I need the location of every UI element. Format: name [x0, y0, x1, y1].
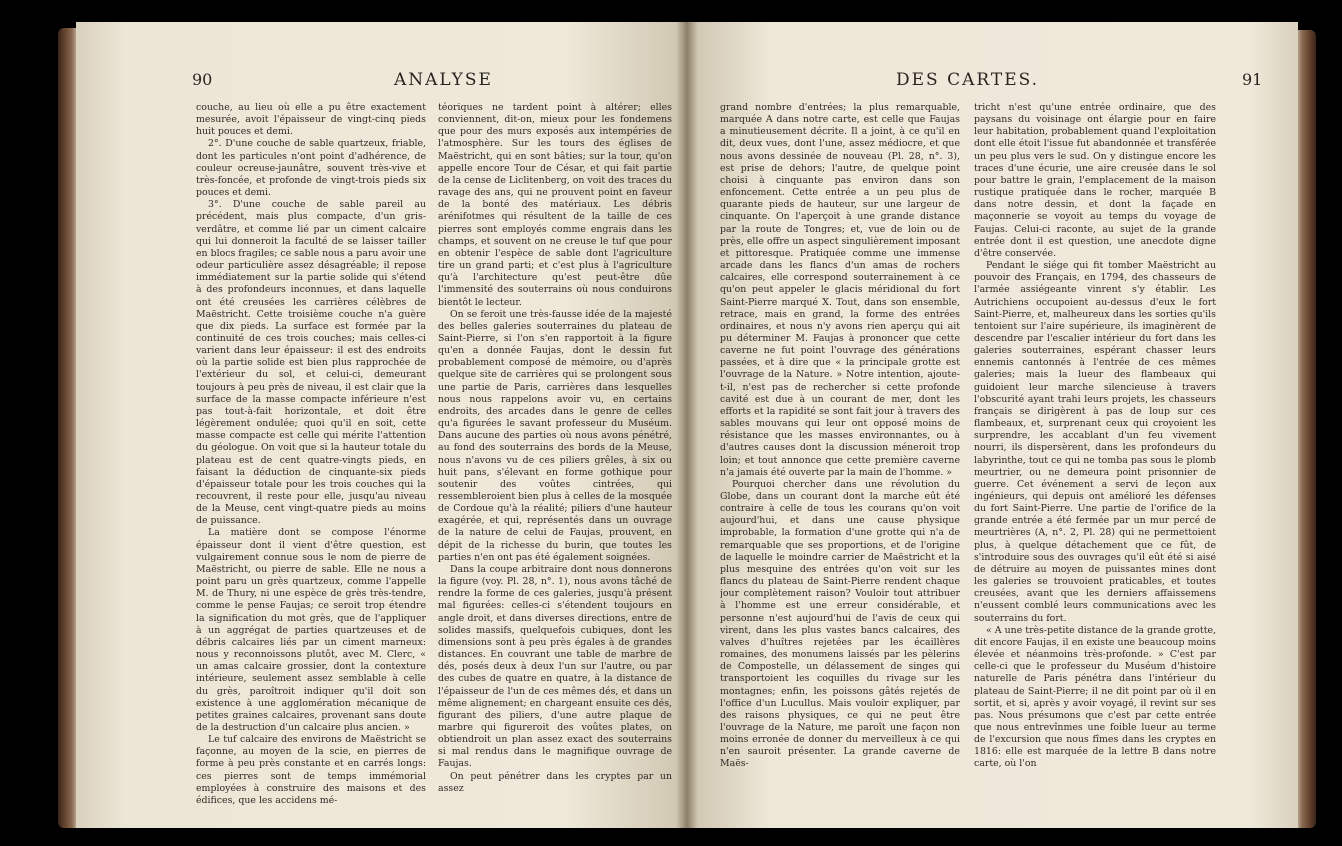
- paragraph: grand nombre d'entrées; la plus remarquable, marquée A dans notre carte, est celle que Faujas a minutieusement décrite. Il a joint, à ce qu'il en dit, deux vues, dont l'une, assez médiocre, et que nous avons dessinée de nouveau (Pl. 28, n°. 3), est prise de dehors; l'autre, de quelque point choisi à cinquante pas environ dans son enfoncement. Cette entrée a un peu plus de quarante pieds de hauteur, sur une largeur de cinquante. On l'aperçoit à une grande distance par la route de Tongres; et, vue de loin ou de près, elle offre un aspect singulièrement imposant et pittoresque. Pratiquée comme une immense arcade dans les flancs d'un amas de rochers calcaires, elle correspond souterrainement à ce qu'on peut appeler le glacis méridional du fort Saint-Pierre marqué X. Tout, dans son ensemble, retrace, mais en grand, la forme des entrées ordinaires, et nous n'y avons rien aperçu qui ait pu déterminer M. Faujas à prononcer que cette caverne ne fut point l'ouvrage des générations passées, et à dire que « la principale grotte est l'ouvrage de la Nature. » Notre intention, ajoute-t-il, n'est pas de rechercher si cette profonde cavité est due à un courant de mer, dont les efforts et la rapidité se sont fait jour à travers des sables mouvans qui leur ont opposé moins de résistance que les masses environnantes, ou à d'autres causes dont la discussion méneroit trop loin; et tout annonce que cette première caverne n'a jamais été ouverte par la main de l'homme. »: [720, 102, 960, 478]
- paragraph: On se feroit une très-fausse idée de la majesté des belles galeries souterraines du plateau de Saint-Pierre, si l'on s'en rapportoit à la figure qu'en a donnée Faujas, dont le dessin fut probablement composé de mémoire, ou d'après quelque site de carrières qui se prolongent sous une partie de Paris, carrières dans lesquelles nous nous rappelons avoir vu, en certains endroits, des arcades dans le genre de celles qu'a figurées le savant professeur du Muséum. Dans aucune des parties où nous avons pénétré, au fond des souterrains des bords de la Meuse, nous n'avons vu de ces piliers grêles, à six ou huit pans, s'élevant en forme gothique pour soutenir des voûtes cintrées, qui ressembleroient bien plus à celles de la mosquée de Cordoue qu'à la réalité; piliers d'une hauteur exagérée, et qui, représentés dans un ouvrage de la nature de celui de Faujas, prouvent, en dépit de la richesse du burin, que toutes les parties n'en ont pas été également soignées.: [438, 308, 672, 563]
- paragraph: La matière dont se compose l'énorme épaisseur dont il vient d'être question, est vulgairement connue sous le nom de pierre de Maëstricht, ou pierre de sable. Elle ne nous a point paru un grès quartzeux, comme l'appelle M. de Thury, ni une espèce de grès très-tendre, comme le pense Faujas; ce seroit trop étendre la signification du mot grès, que de l'appliquer à un aggrégat de parties quartzeuses et de débris calcaires liés par un ciment marneux: nous y reconnoissons plutôt, avec M. Clerc, « un amas calcaire grossier, dont la contexture intérieure, seulement assez semblable à celle du grès, paroîtroit indiquer qu'il doit son existence à une agglomération mécanique de petites graines calcaires, provenant sans doute de la destruction d'un calcaire plus ancien. »: [196, 527, 426, 733]
- book-edge-right: [1296, 30, 1316, 828]
- right-column-1: [720, 102, 960, 814]
- paragraph: Le tuf calcaire des environs de Maëstricht se façonne, au moyen de la scie, en pierres de forme à peu près constante et en carrés longs: ces pierres sont de temps immémorial employées à construire des maisons et des édifices, que les accidens mé-: [196, 734, 426, 806]
- paragraph: « A une très-petite distance de la grande grotte, dit encore Faujas, il en existe une beaucoup moins élevée et néanmoins très-profonde. » C'est par celle-ci que le professeur du Muséum d'histoire naturelle de Paris pénétra dans l'intérieur du plateau de Saint-Pierre; il ne dit point par où il en sortit, et si, après y avoir voyagé, il revint sur ses pas. Nous présumons que c'est par cette entrée que nous entrevînmes une foible lueur au terme de l'excursion que nous fîmes dans les cryptes en 1816: elle est marquée de la lettre B dans notre carte, où l'on: [974, 624, 1216, 770]
- left-column-2: [438, 102, 672, 814]
- paragraph: 3°. D'une couche de sable pareil au précédent, mais plus compacte, d'un gris-verdâtre, et comme lié par un ciment calcaire qui lui donneroit la faculté de se laisser tailler en blocs fragiles; ce sable nous a paru avoir une odeur particulière assez désagréable; il repose immédiatement sur la partie solide qui s'étend à des profondeurs inconnues, et dans laquelle ont été creusées les carrières célèbres de Maëstricht. Cette troisième couche n'a guère que dix pieds. La surface est formée par la continuité de ces trois couches; mais celles-ci varient dans leur épaisseur: il est des endroits où la partie solide est bien plus rapprochée de l'extérieur du sol, et celui-ci, demeurant toujours à peu près de niveau, il est clair que la surface de la masse compacte inférieure n'est pas tout-à-fait horizontale, et doit être légèrement ondulée; quoi qu'il en soit, cette masse compacte est celle qui mérite l'attention du géologue. On voit que si la hauteur totale du plateau est de cent quatre-vingts pieds, en faisant la déduction de cinquante-six pieds d'épaisseur totale pour les trois couches qui la recouvrent, il reste pour elle, jusqu'au niveau de la Meuse, cent vingt-quatre pieds au moins de puissance.: [196, 199, 426, 527]
- paragraph: Pourquoi chercher dans une révolution du Globe, dans un courant dont la marche eût été contraire à celle de tous les courans qu'on voit aujourd'hui, et dans une cause physique improbable, la formation d'une grotte qui n'a de remarquable que ses proportions, et de l'origine de laquelle le moindre carrier de Maëstricht et la plus mesquine des entrées qu'on voit sur les flancs du plateau de Saint-Pierre rendent chaque jour complètement raison? Vouloir tout attribuer à l'homme est une erreur considérable, et personne n'est aujourd'hui de l'avis de ceux qui virent, dans les plus vastes bancs calcaires, des valves d'huîtres rejetées par les écaillères romaines, des monumens laissés par les pèlerins de Compostelle, un délassement de singes qui transportoient les coquilles du rivage sur les montagnes; enfin, les poissons gâtés rejetés de l'office d'un Lucullus. Mais vouloir expliquer, par des raisons physiques, ce qui ne peut être l'ouvrage de la Nature, me paroît une façon non moins erronée de donner du merveilleux à ce qui n'en sauroit présenter. La grande caverne de Maës-: [720, 478, 960, 770]
- paragraph: Dans la coupe arbitraire dont nous donnerons la figure (voy. Pl. 28, n°. 1), nous avons tâché de rendre la forme de ces galeries, jusqu'à présent mal figurées: celles-ci s'étendent toujours en angle droit, et dans diverses directions, entre de solides massifs, quelquefois cubiques, dont les dimensions sont à peu près égales à de grandes distances. En couvrant une table de marbre de dés, posés deux à deux l'un sur l'autre, ou par des cubes de quatre en quatre, à la distance de l'épaisseur de l'un de ces mêmes dés, et dans un même alignement; en chargeant ensuite ces dés, figurant des piliers, d'une autre plaque de marbre qui figureroit des voûtes plates, on obtiendroit un plan assez exact des souterrains si mal rendus dans le magnifique ouvrage de Faujas.: [438, 563, 672, 770]
- paragraph: Pendant le siége qui fit tomber Maëstricht au pouvoir des Français, en 1794, des chasseurs de l'armée assiégeante vinrent s'y établir. Les Autrichiens occupoient au-dessus d'eux le fort Saint-Pierre, et, malheureux dans les sorties qu'ils tentoient sur l'aire supérieure, ils imaginèrent de descendre par l'escalier intérieur du fort dans les galeries souterraines, espérant chasser leurs ennemis cantonnés à l'entrée de ces mêmes galeries; mais la lueur des flambeaux qui guidoient leur marche silencieuse à travers l'obscurité ayant trahi leurs projets, les chasseurs français se dirigèrent à pas de loup sur ces flambeaux, et, surprenant ceux qui croyoient les surprendre, les accablant d'un feu vivement nourri, ils dispersèrent, dans les profondeurs du labyrinthe, tout ce qui ne tomba pas sous le plomb meurtrier, ou ne demeura point prisonnier de guerre. Cet événement a servi de leçon aux ingénieurs, qui depuis ont amélioré les défenses du fort Saint-Pierre. Une partie de l'orifice de la grande entrée a été fermée par un mur percé de meurtrières (A, n°. 2, Pl. 28) qui ne permettoient plus, à quelque détachement que ce fût, de s'introduire sous des ouvrages qu'il eût été si aisé de détruire au moyen de puissantes mines dont les galeries se trouvoient praticables, et toutes creusées, avant que les derniers affaissemens n'eussent comblé leurs communications avec les souterrains du fort.: [974, 260, 1216, 624]
- right-column-2: [974, 102, 1216, 814]
- paragraph: téoriques ne tardent point à altérer; elles conviennent, dit-on, mieux pour les fondemens que pour des murs exposés aux intempéries de l'atmosphère. Sur les tours des églises de Maëstricht, qui en sont bâties; sur la tour, qu'on appelle encore Tour de César, et qui fait partie de la cense de Liclitenberg, on voit des traces du ravage des ans, qui ne prouvent point en faveur de la bonté des matériaux. Les débris arénifotmes qui résultent de la taille de ces pierres sont employés comme engrais dans les champs, et souvent on ne creuse le tuf que pour en obtenir l'espèce de sable dont l'agriculture tire un grand parti; et c'est plus à l'agriculture qu'à l'architecture qu'est peut-être dûe l'immensité des souterrains où nous conduirons bientôt le lecteur.: [438, 102, 672, 308]
- paragraph: couche, au lieu où elle a pu être exactement mesurée, avoit l'épaisseur de vingt-cinq pieds huit pouces et demi.: [196, 102, 426, 138]
- paragraph: tricht n'est qu'une entrée ordinaire, que des paysans du voisinage ont élargie pour en faire leur habitation, probablement quand l'exploitation dont elle étoit l'issue fut abandonnée et transférée un peu plus vers le sud. On y distingue encore les traces d'une écurie, une aire creusée dans le sol pour battre le grain, l'emplacement de la maison rustique pratiquée dans le rocher, marquée B dans notre dessin, et dont la façade en maçonnerie se voyoit au temps du voyage de Faujas. Celui-ci raconte, au sujet de la grande entrée dont il est question, une anecdote digne d'être conservée.: [974, 102, 1216, 259]
- book-edge-left: [58, 28, 78, 828]
- left-running-head: ANALYSE: [394, 70, 493, 90]
- left-page-number: 90: [192, 70, 213, 89]
- paragraph: 2°. D'une couche de sable quartzeux, friable, dont les particules n'ont point d'adhérence, de couleur ocreuse-jaunâtre, souvent très-vive et très-foncée, et profonde de vingt-trois pieds six pouces et demi.: [196, 138, 426, 199]
- paragraph: On peut pénétrer dans les cryptes par un assez: [438, 770, 672, 794]
- left-page: [76, 22, 686, 828]
- book-gutter-shadow: [676, 22, 698, 828]
- right-running-head: DES CARTES.: [896, 70, 1040, 90]
- left-column-1: [196, 102, 426, 814]
- right-page-number: 91: [1242, 70, 1263, 89]
- right-page: [686, 22, 1298, 828]
